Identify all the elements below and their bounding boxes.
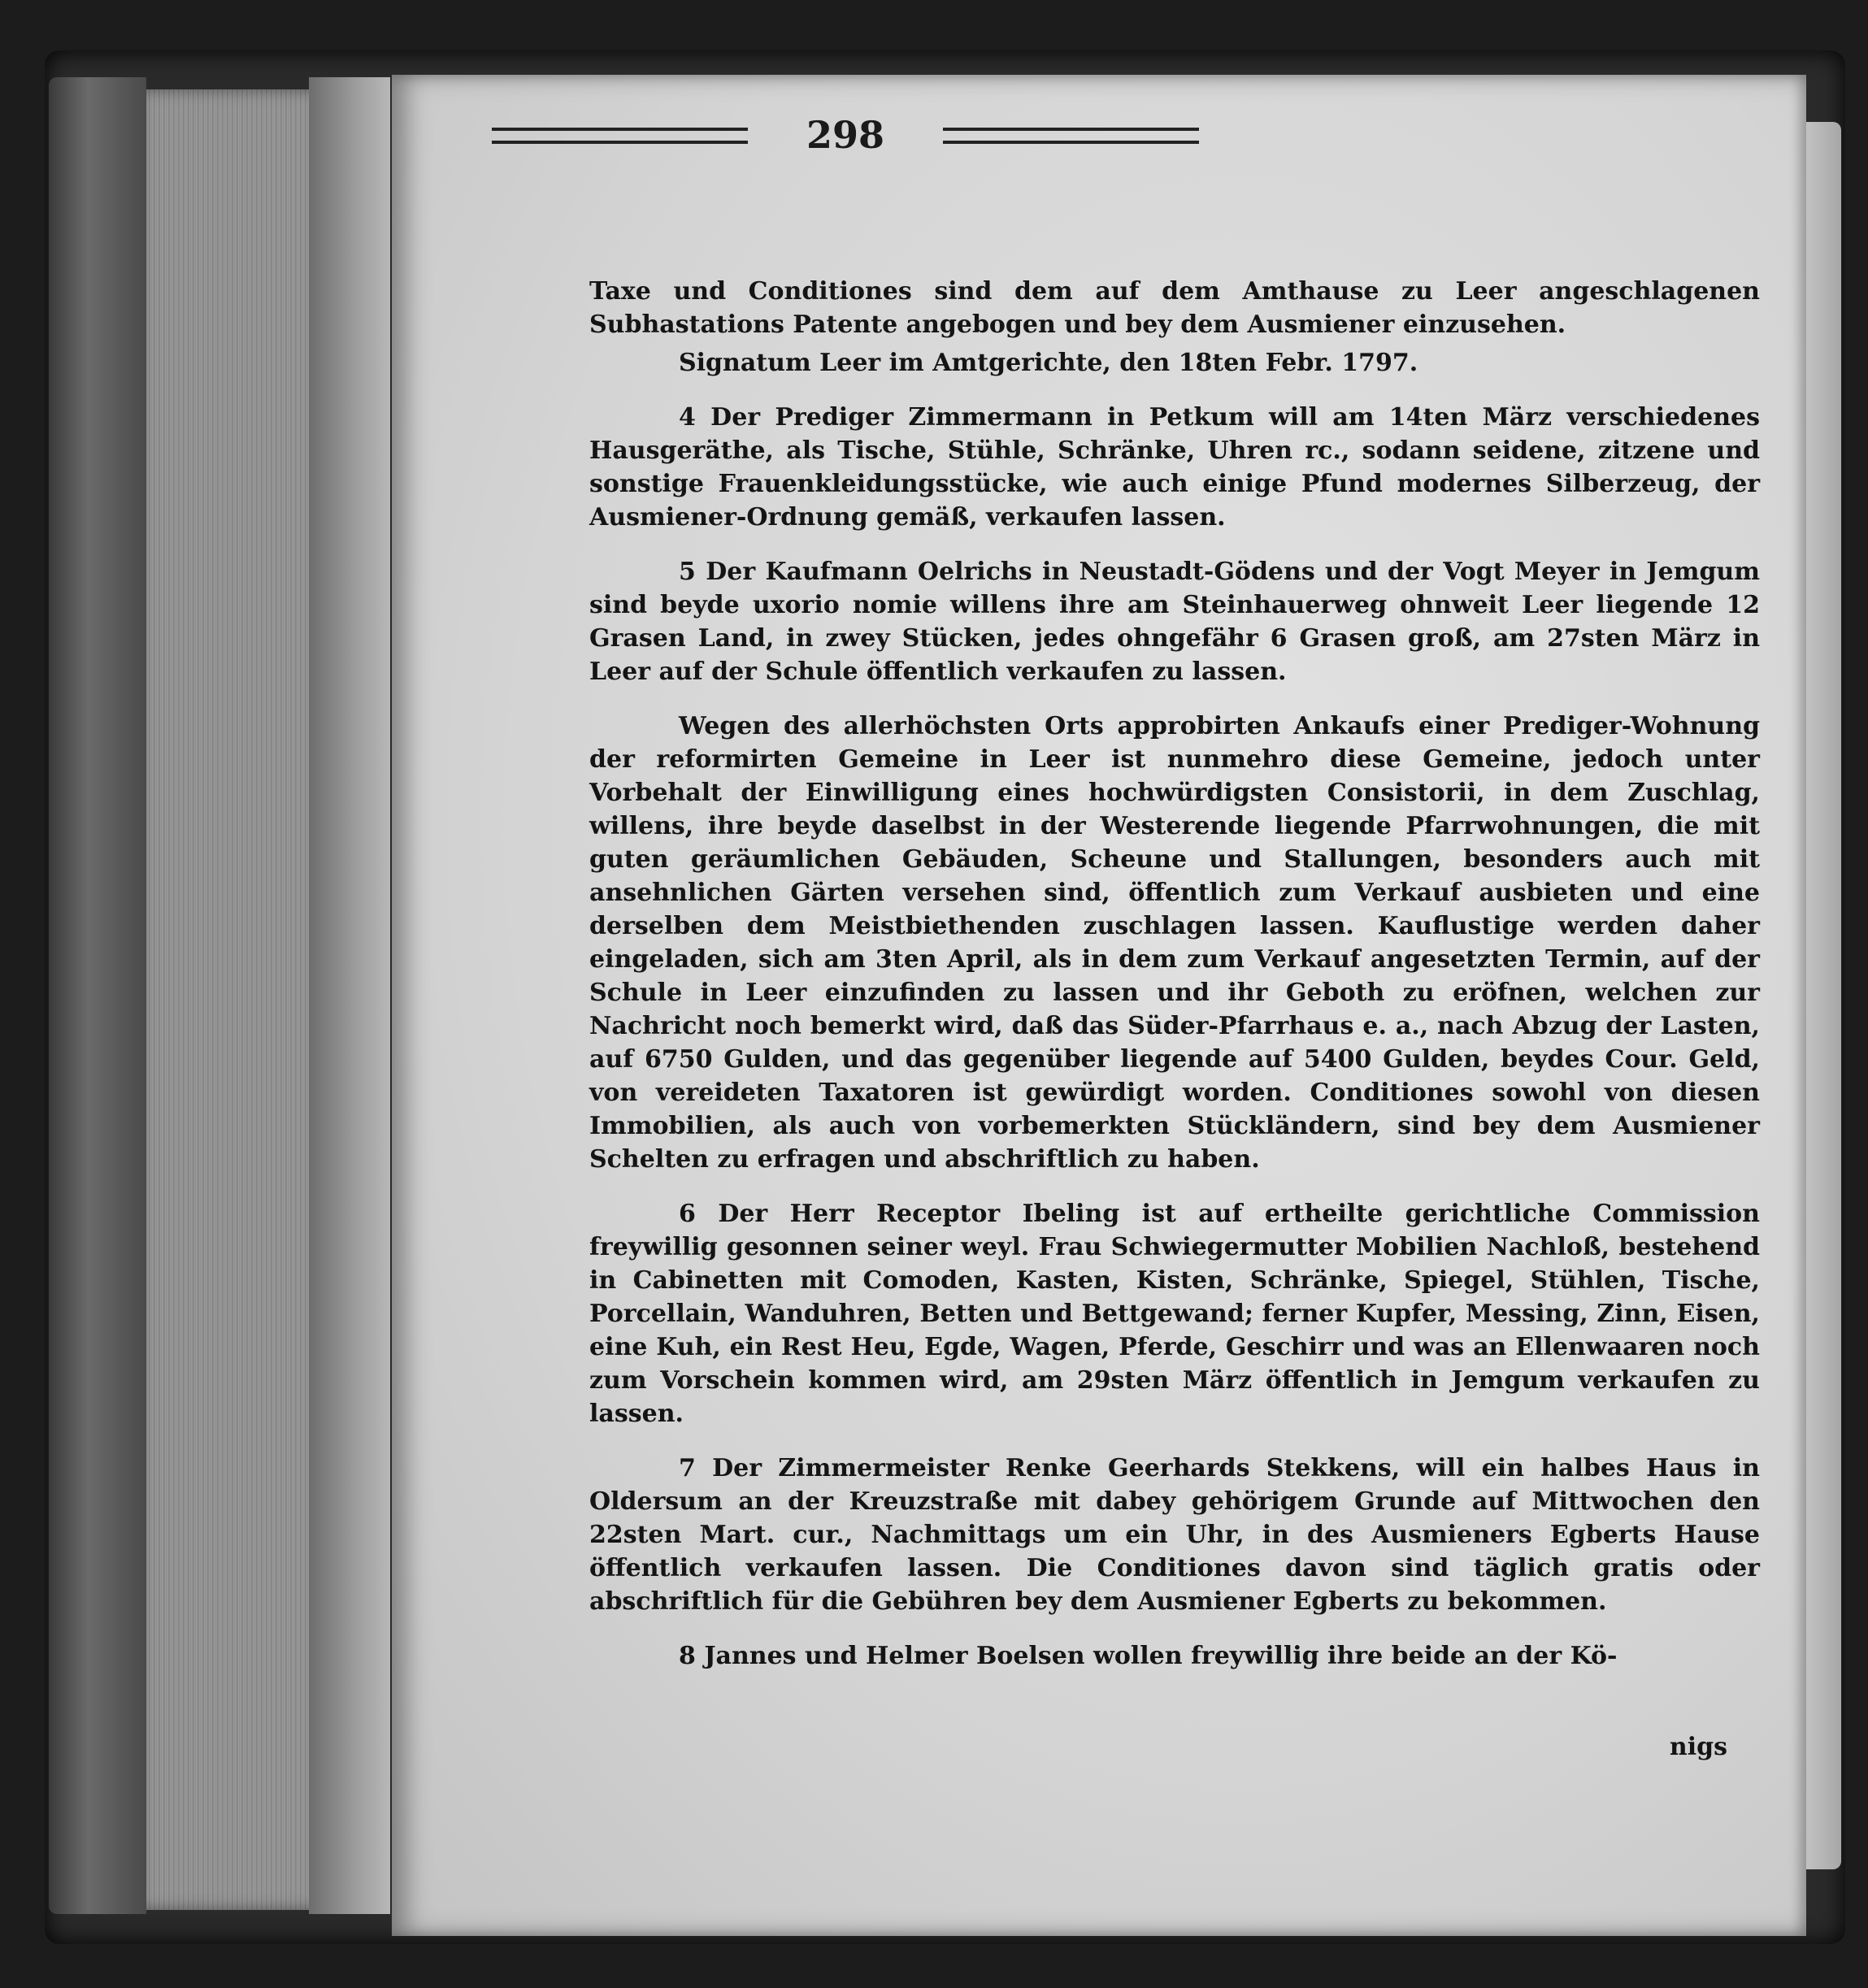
- notice-4: 4 Der Prediger Zimmermann in Petkum will am 14ten März verschiedenes Hausgeräthe, als Tische, Stühle, Schränke, Uhren rc., sodann seidene, zitzene und sonstige Frauenkleidungsstücke, wie auch einige Pfund modernes Silberzeug, der Ausmiener-Ordnung gemäß, verkaufen lassen.: [589, 403, 1760, 532]
- ornamental-rule-right: [943, 128, 1199, 144]
- book-spine-edge: [49, 77, 146, 1914]
- notice-8: 8 Jannes und Helmer Boelsen wollen freywillig ihre beide an der Kö-: [679, 1642, 1618, 1670]
- notice-5: 5 Der Kaufmann Oelrichs in Neustadt-Gödens und der Vogt Meyer in Jemgum sind beyde uxorio nomie willens ihre am Steinhauerweg ohnweit Leer liegende 12 Grasen Land, in zwey Stücken, jedes ohngefähr 6 Grasen groß, am 27sten März in Leer auf der Schule öffentlich verkaufen zu lassen.: [589, 558, 1760, 686]
- notice-6: 6 Der Herr Receptor Ibeling ist auf ertheilte gerichtliche Commission freywillig gesonnen seiner weyl. Frau Schwiegermutter Mobilien Nachloß, bestehend in Cabinetten mit Comoden, Kasten, Kisten, Schränke, Spiegel, Stühlen, Tische, Porcellain, Wanduhren, Betten und Bettgewand; ferner Kupfer, Messing, Zinn, Eisen, eine Kuh, ein Rest Heu, Egde, Wagen, Pferde, Geschirr und was an Ellenwaaren noch zum Vorschein kommen wird, am 29sten März öffentlich in Jemgum verkaufen zu lassen.: [589, 1200, 1760, 1428]
- notice-number: 8: [679, 1642, 696, 1670]
- page-stack-inner: [309, 77, 390, 1914]
- notice-number: 4: [679, 403, 696, 432]
- signature-line: Signatum Leer im Amtgerichte, den 18ten Febr. 1797.: [679, 349, 1418, 377]
- paragraph-subhastation: Taxe und Conditiones sind dem auf dem Amthause zu Leer angeschlagenen Subhastations Patente angebogen und bey dem Ausmiener einzusehen.: [589, 277, 1760, 339]
- notice-pfarrwohnung: Wegen des allerhöchsten Orts approbirten Ankaufs einer Prediger-Wohnung der reformirten Gemeine in Leer ist nunmehro diese Gemeine, jedoch unter Vorbehalt der Einwilligung eines hochwürdigsten Consistorii, in dem Zuschlag, willens, ihre beyde daselbst in der Westerende liegende Pfarrwohnungen, die mit guten geräumlichen Gebäuden, Scheune und Stallungen, besonders auch mit ansehnlichen Gärten versehen sind, öffentlich zum Verkauf ausbieten und eine derselben dem Meistbiethenden zuschlagen lassen. Kauflustige werden daher eingeladen, sich am 3ten April, als in dem zum Verkauf angesetzten Termin, auf der Schule in Leer einzufinden zu lassen und ihr Geboth zu eröfnen, welchen zur Nachricht noch bemerkt wird, daß das Süder-Pfarrhaus e. a., nach Abzug der Lasten, auf 6750 Gulden, und das gegenüber liegende auf 5400 Gulden, beydes Cour. Geld, von vereideten Taxatoren ist gewürdigt worden. Conditiones sowohl von diesen Immobilien, als auch von vorbemerkten Stückländern, sind bey dem Ausmiener Schelten zu erfragen und abschriftlich zu haben.: [589, 712, 1760, 1174]
- notice-number: 7: [679, 1454, 696, 1482]
- notice-number: 6: [679, 1200, 696, 1228]
- page-number: 298: [806, 113, 885, 157]
- page-body: [589, 275, 1760, 1673]
- ornamental-rule-left: [492, 128, 748, 144]
- running-head: [492, 113, 1199, 157]
- notice-number: 5: [679, 558, 696, 586]
- catchword: nigs: [1669, 1733, 1727, 1761]
- notice-7: 7 Der Zimmermeister Renke Geerhards Stekkens, will ein halbes Haus in Oldersum an der Kreuzstraße mit dabey gehörigem Grunde auf Mittwochen den 22sten Mart. cur., Nachmittags um ein Uhr, in des Ausmieners Egberts Hause öffentlich verkaufen lassen. Die Conditiones davon sind täglich gratis oder abschriftlich für die Gebühren bey dem Ausmiener Egberts zu bekommen.: [589, 1454, 1760, 1616]
